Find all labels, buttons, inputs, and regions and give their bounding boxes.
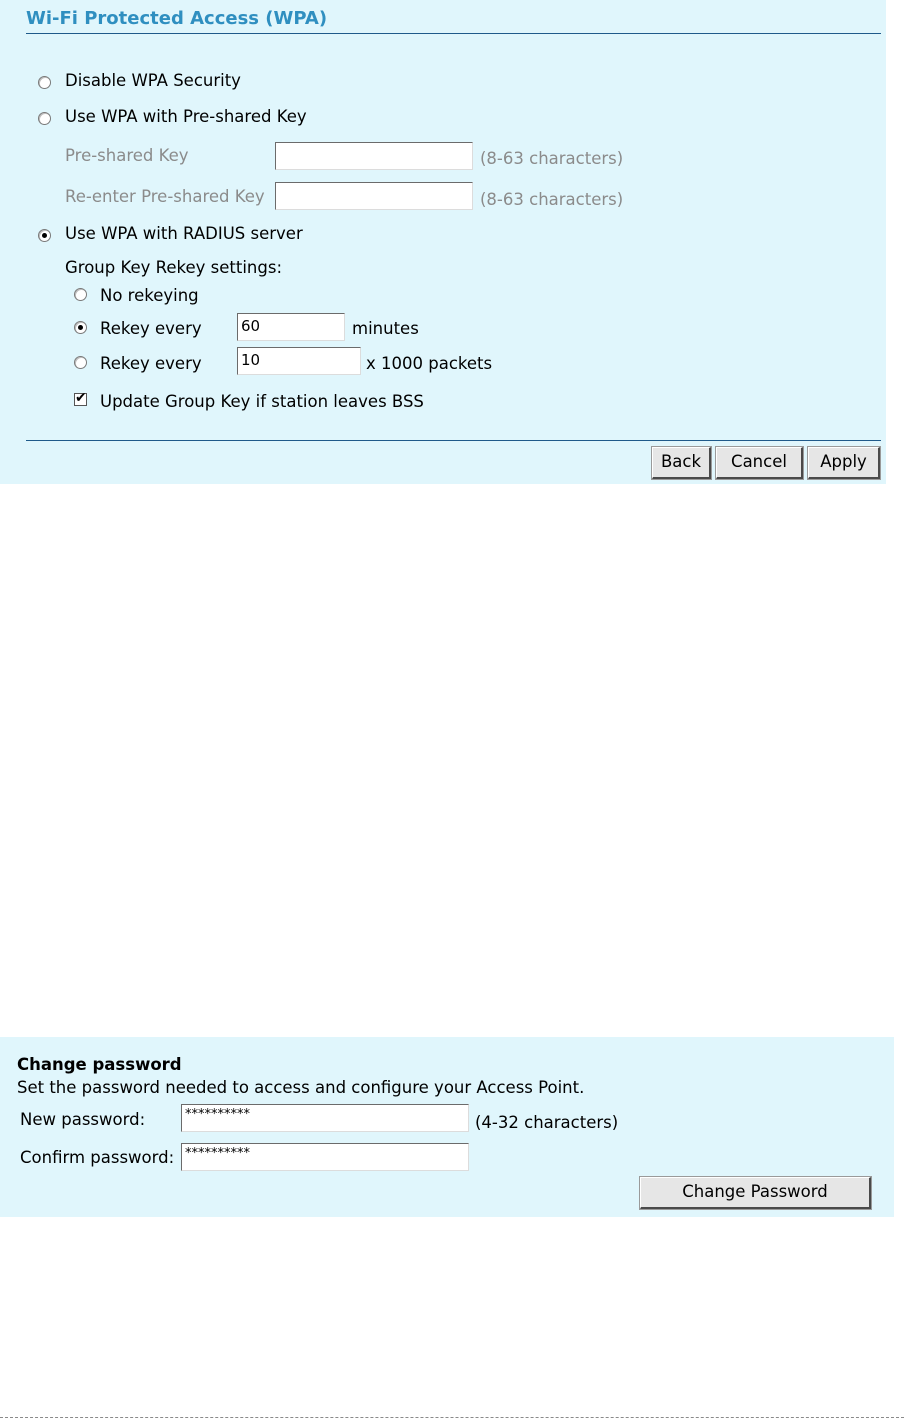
psk-key-input[interactable]	[275, 142, 473, 170]
radio-wpa-radius[interactable]	[38, 229, 51, 242]
back-button[interactable]: Back	[652, 447, 711, 479]
apply-button[interactable]: Apply	[808, 447, 880, 479]
disable-wpa-label: Disable WPA Security	[65, 71, 241, 90]
rekey-packets-unit: x 1000 packets	[366, 354, 493, 373]
new-password-label: New password:	[20, 1110, 146, 1129]
change-password-title: Change password	[17, 1055, 182, 1074]
no-rekeying-label: No rekeying	[100, 286, 199, 305]
change-password-description: Set the password needed to access and configure your Access Point.	[17, 1078, 585, 1097]
psk-key-label: Pre-shared Key	[65, 146, 189, 165]
rekey-packets-input[interactable]: 10	[237, 347, 361, 375]
rekey-heading: Group Key Rekey settings:	[65, 258, 282, 277]
new-password-input[interactable]: **********	[181, 1104, 469, 1132]
title-divider	[26, 33, 881, 34]
checkmark-icon: ✔	[75, 390, 87, 406]
update-group-key-label: Update Group Key if station leaves BSS	[100, 392, 424, 411]
confirm-password-label: Confirm password:	[20, 1148, 175, 1167]
page-bottom-divider	[0, 1417, 904, 1418]
cancel-button[interactable]: Cancel	[716, 447, 803, 479]
wpa-panel	[0, 0, 886, 484]
radio-rekey-packets[interactable]	[74, 356, 87, 369]
radio-rekey-time[interactable]	[74, 321, 87, 334]
psk-reenter-label: Re-enter Pre-shared Key	[65, 187, 265, 206]
rekey-time-label: Rekey every	[100, 319, 202, 338]
psk-reenter-input[interactable]	[275, 182, 473, 210]
wpa-psk-label: Use WPA with Pre-shared Key	[65, 107, 307, 126]
change-password-button[interactable]: Change Password	[640, 1177, 871, 1209]
radio-no-rekeying[interactable]	[74, 288, 87, 301]
wpa-section-title: Wi-Fi Protected Access (WPA)	[26, 8, 328, 29]
radio-wpa-psk[interactable]	[38, 112, 51, 125]
change-password-panel	[0, 1037, 894, 1217]
wpa-radius-label: Use WPA with RADIUS server	[65, 224, 303, 243]
footer-divider	[26, 440, 881, 441]
psk-reenter-hint: (8-63 characters)	[480, 190, 624, 209]
new-password-hint: (4-32 characters)	[475, 1113, 619, 1132]
psk-key-hint: (8-63 characters)	[480, 149, 624, 168]
rekey-minutes-input[interactable]: 60	[237, 313, 345, 341]
rekey-packets-label: Rekey every	[100, 354, 202, 373]
rekey-minutes-unit: minutes	[352, 319, 419, 338]
confirm-password-input[interactable]: **********	[181, 1143, 469, 1171]
update-group-key-checkbox[interactable]	[74, 390, 87, 406]
radio-disable-wpa[interactable]	[38, 76, 51, 89]
